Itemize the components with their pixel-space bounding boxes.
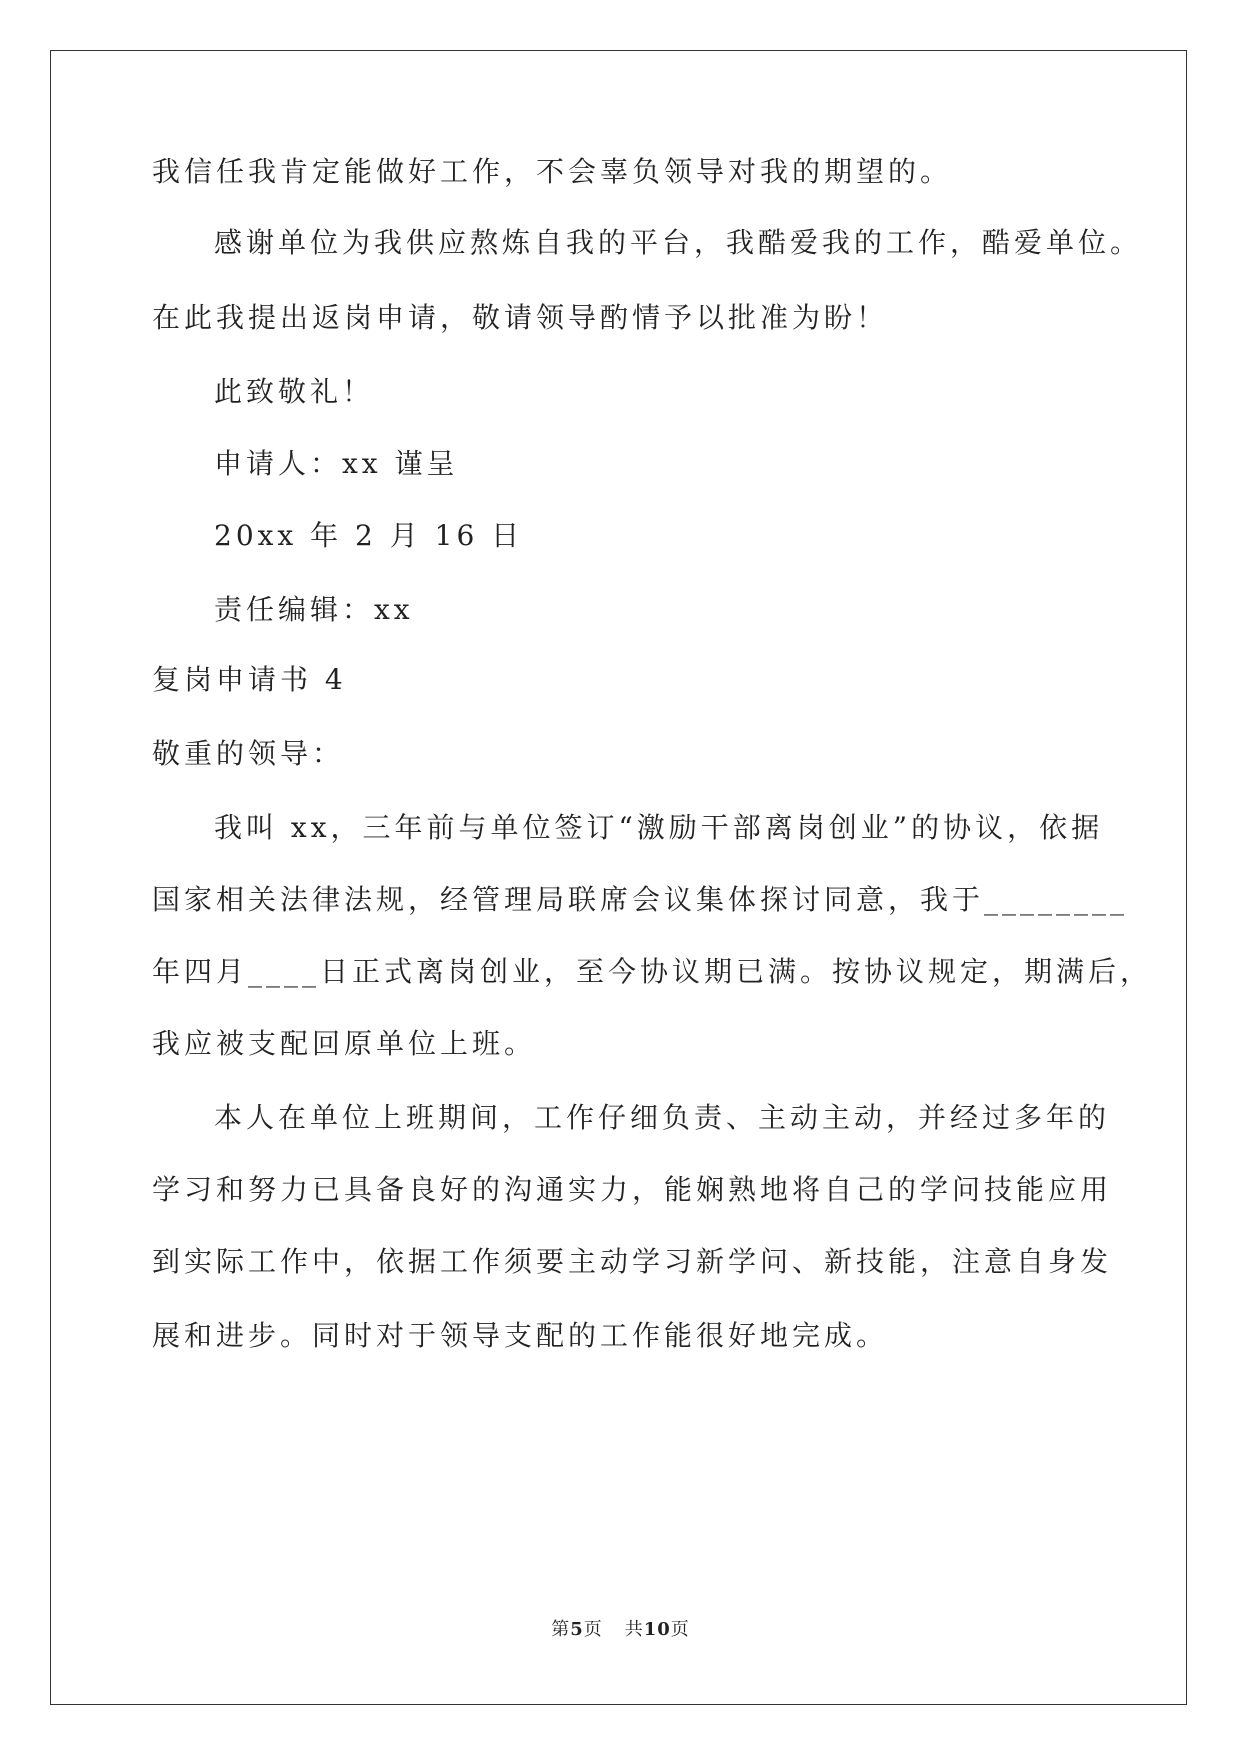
- text-line: 我信任我肯定能做好工作，不会辜负领导对我的期望的。: [152, 155, 953, 188]
- text-line: 学习和努力已具备良好的沟通实力，能娴熟地将自己的学问技能应用: [152, 1173, 1113, 1206]
- text-line: 展和进步。同时对于领导支配的工作能很好地完成。: [152, 1319, 889, 1352]
- footer-total-pages: 10: [643, 1619, 671, 1640]
- footer-page-number: 5: [570, 1619, 584, 1640]
- page-footer: [0, 1615, 1241, 1641]
- footer-total-suffix: 页: [670, 1619, 690, 1640]
- text-line: 年四月____日正式离岗创业，至今协议期已满。按协议规定，期满后，: [152, 955, 1153, 988]
- text-line: 国家相关法律法规，经管理局联席会议集体探讨同意，我于________: [152, 883, 1129, 916]
- letter-date: 20xx 年 2 月 16 日: [214, 519, 524, 552]
- text-line: 本人在单位上班期间，工作仔细负责、主动主动，并经过多年的: [214, 1101, 1111, 1134]
- footer-page-prefix: 第: [551, 1619, 571, 1640]
- footer-page-suffix: 页: [583, 1619, 603, 1640]
- salutation: 敬重的领导：: [152, 737, 345, 770]
- section-title: 复岗申请书 4: [152, 663, 347, 696]
- footer-total-prefix: 共: [624, 1619, 644, 1640]
- text-line: 到实际工作中，依据工作须要主动学习新学问、新技能，注意自身发: [152, 1245, 1113, 1278]
- text-line: 我叫 xx，三年前与单位签订“激励干部离岗创业”的协议，依据: [214, 811, 1104, 844]
- text-line: 感谢单位为我供应熬炼自我的平台，我酷爱我的工作，酷爱单位。: [214, 226, 1143, 259]
- editor-credit: 责任编辑：xx: [214, 593, 414, 626]
- text-line: 我应被支配回原单位上班。: [152, 1027, 537, 1060]
- page-border: [50, 50, 1187, 1705]
- closing-salutation: 此致敬礼！: [214, 375, 375, 408]
- applicant-signature: 申请人：xx 谨呈: [214, 447, 459, 480]
- text-line: 在此我提出返岗申请，敬请领导酌情予以批准为盼！: [152, 301, 889, 334]
